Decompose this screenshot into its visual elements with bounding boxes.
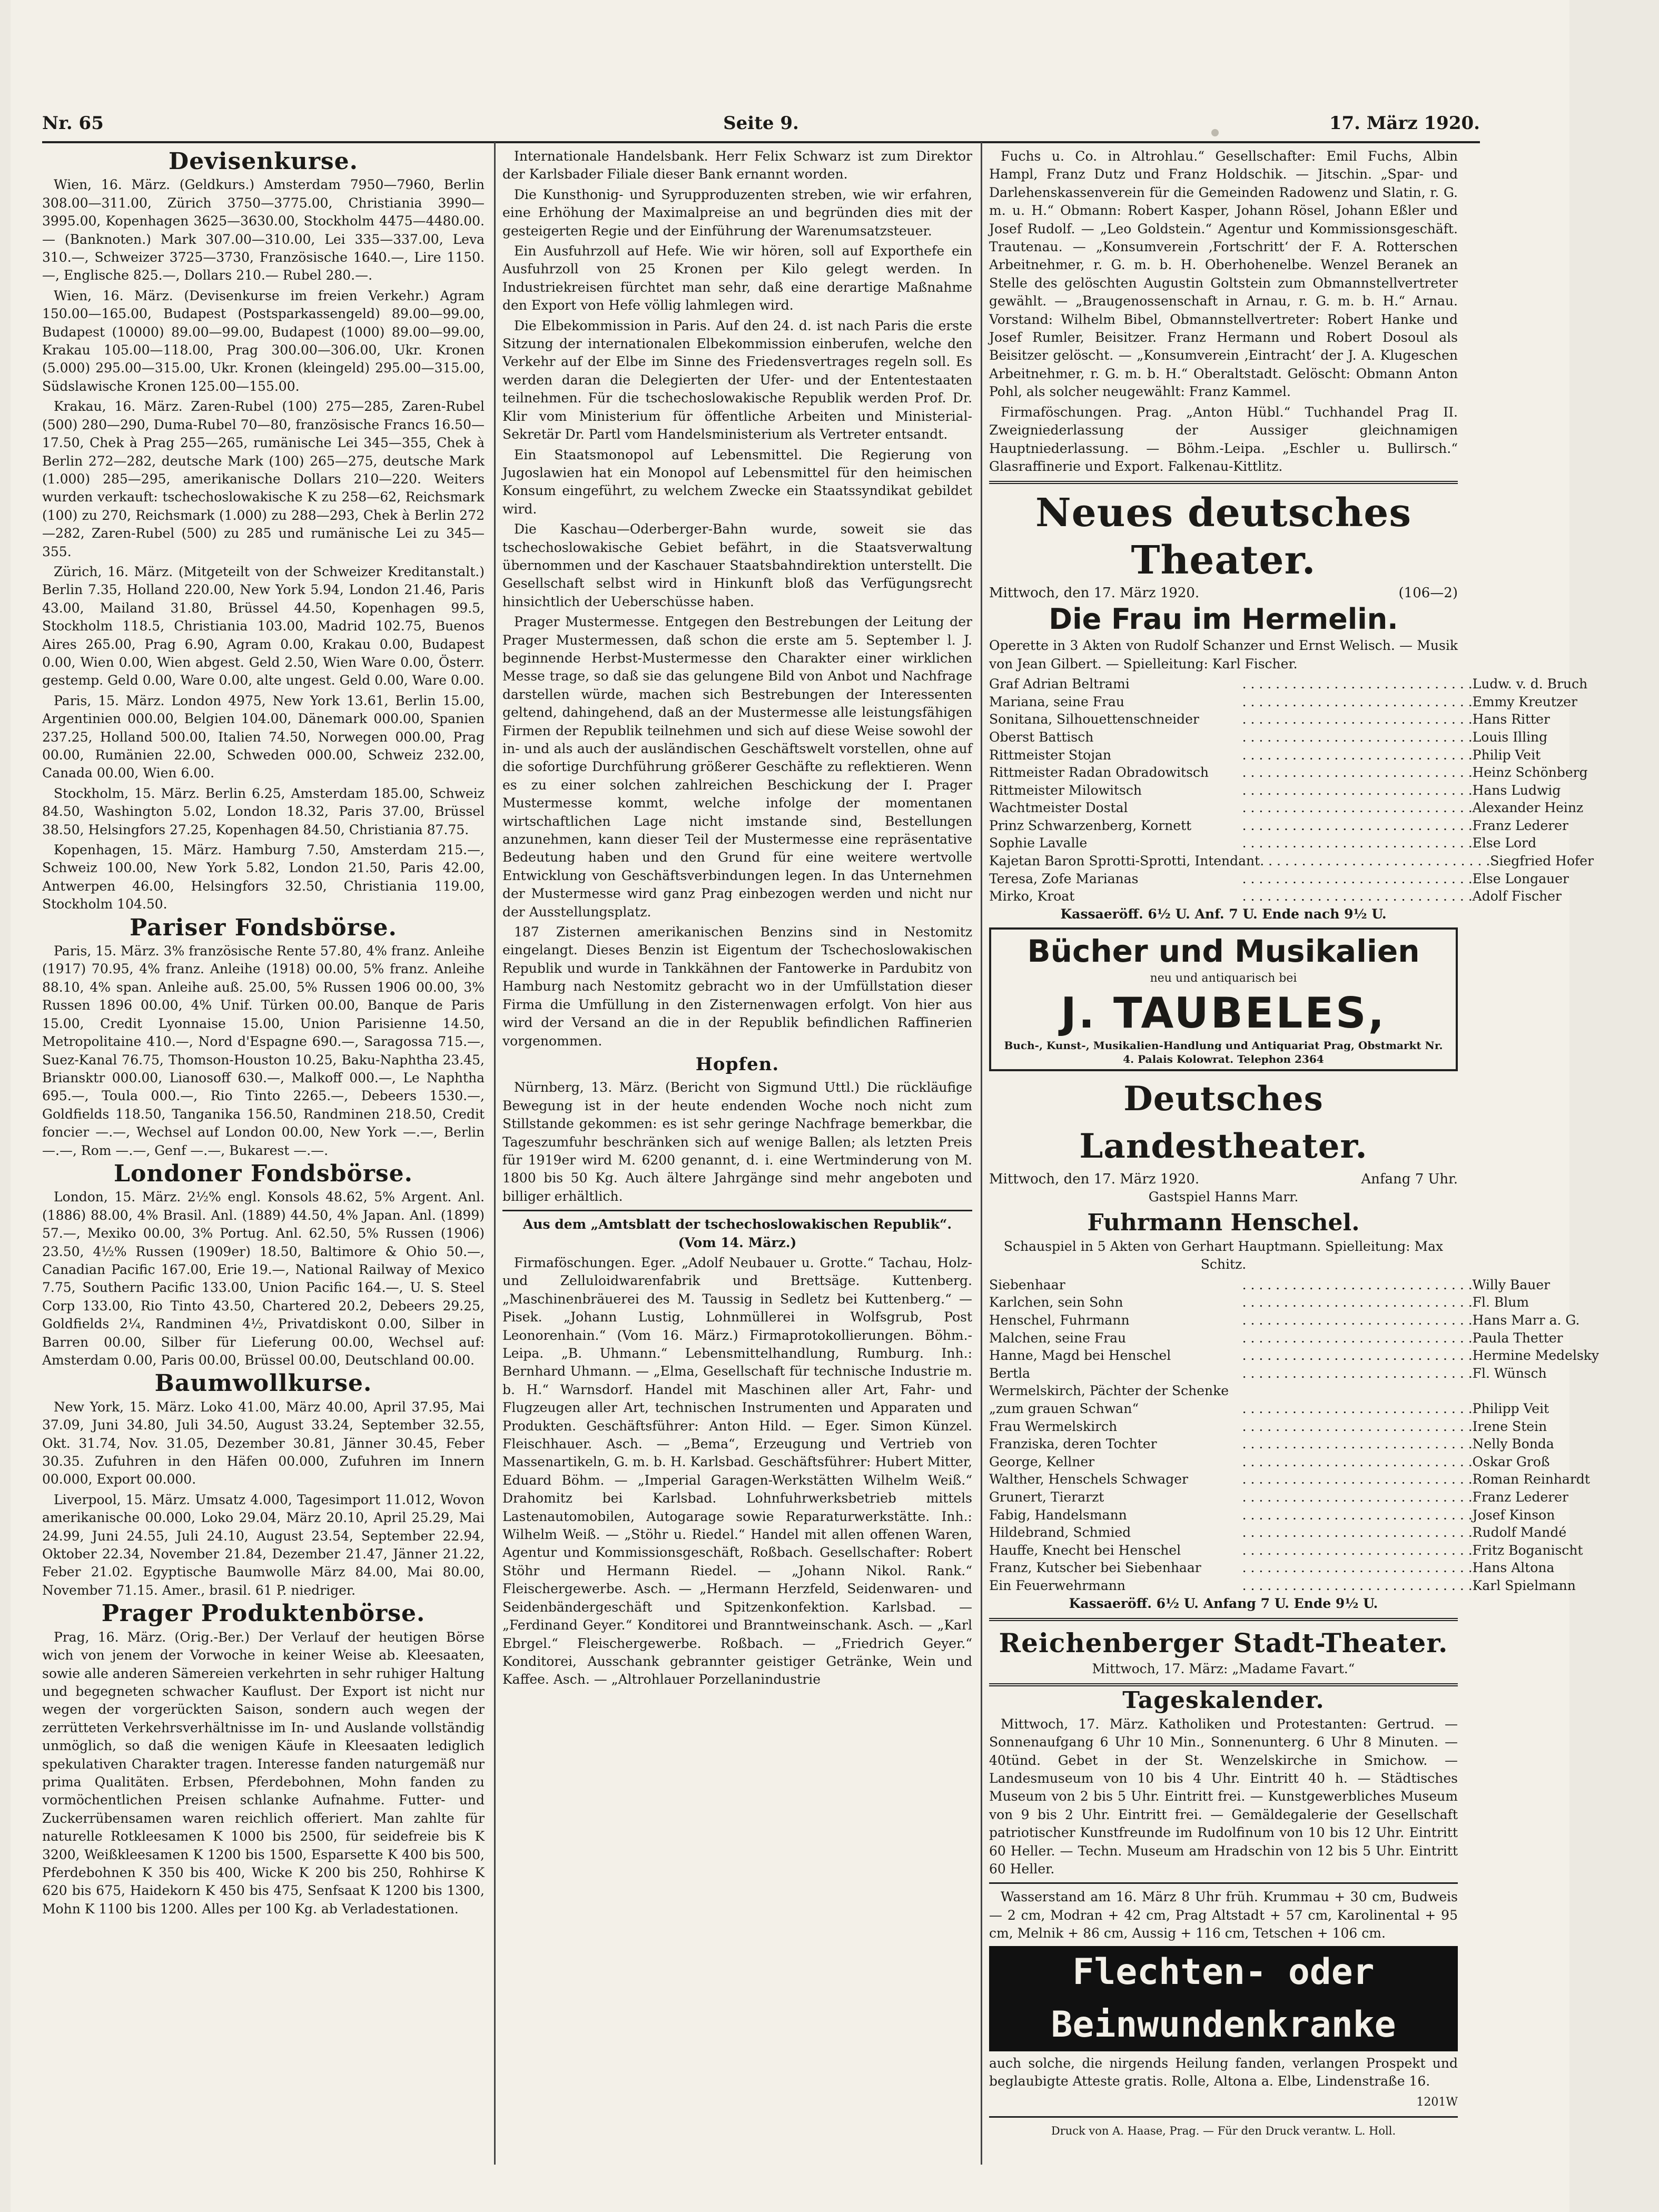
cast-role: Sonitana, Silhouettenschneider (989, 712, 1199, 727)
section-title-prager: Prager Produktenbörse. (101, 1600, 426, 1627)
cast-actor: Philipp Veit (1472, 1401, 1549, 1417)
cast-role: Karlchen, sein Sohn (989, 1295, 1123, 1310)
theater-guest: Gastspiel Hanns Marr. (1148, 1189, 1299, 1204)
cast-actor: Rudolf Mandé (1472, 1525, 1567, 1540)
section-title-pariser: Pariser Fondsbörse. (130, 914, 397, 941)
cast-actor: Ludw. v. d. Bruch (1472, 676, 1588, 692)
section-title-tageskalender: Tageskalender. (1122, 1687, 1325, 1714)
cast-actor: Franz Lederer (1472, 1489, 1568, 1505)
page-number: Seite 9. (723, 113, 799, 134)
news-paragraph: Die Kaschau—Oderberger-Bahn wurde, soweit sie das tschechoslowakische Gebiet befährt, in die Staatsverwaltung übernommen und der Kaschauer Staatsbahndirektion unterstellt. Die Gesellschaft selbst wird in Hinkunft bloß das Verfügungsrecht hinsichtlich der Ueberschüsse haben. (502, 521, 972, 609)
cast-leader-dots: . . . . . . . . . . . . . . . . . . . . . . . . . . . . (1242, 800, 1473, 816)
ad-rule (989, 1683, 1458, 1686)
baumwoll-paragraph: Liverpool, 15. März. Umsatz 4.000, Tagesimport 11.012, Wovon amerikanische 00.000, Loko 29.04, März 20.10, April 25.29, Mai 24.99, Juni 24.55, Juli 24.10, August 23.54, September 22.94, Oktober 22.34, November 21.84, Dezember 21.47, Jänner 21.22, Feber 21.02. Egyptische Baumwolle März 84.00, Mai 80.00, November 71.15. Amer., brasil. 61 P. niedriger. (42, 1492, 485, 1598)
cast-row (989, 746, 1541, 764)
register-paragraph: Fuchs u. Co. in Altrohlau.“ Gesellschafter: Emil Fuchs, Albin Hampl, Franz Dutz und Franz Holdschik. — Jitschin. „Spar- und Darlehenskassenverein für die Gemeinden Radowenz und Slatin, r. G. m. u. H.“ Obmann: Robert Kasper, Johann Rösel, Johann Eßler und Josef Rudolf. — „Leo Goldstein.“ Agentur und Kommissionsgeschäft. Trautenau. — „Konsumverein ‚Fortschritt‘ der F. A. Rotterschen Arbeitnehmer, r. G. m. b. H. Oberhohenelbe. Wenzel Beranek an Stelle des gelöschten Augustin Goltstein zum Obmannstellvertreter gewählt. — „Braugenossenschaft in Arnau, r. G. m. b. H.“ Arnau. Vorstand: Wilhelm Bibel, Obmannstellvertreter: Robert Hanke und Josef Rumler, Beisitzer. Franz Hermann und Robert Dosoul als Beisitzer gelöscht. — „Konsumverein ‚Eintracht‘ der J. A. Klugeschen Arbeitnehmer, r. G. m. b. H.“ Oberaltstadt. Gelöscht: Obmann Anton Pohl, als solcher neugewählt: Franz Kammel. (989, 149, 1458, 400)
cast-row (989, 1382, 1458, 1400)
cast-leader-dots: . . . . . . . . . . . . . . . . . . . . . . . . . . . . (1260, 853, 1490, 869)
ad-address: Buch-, Kunst-, Musikalien-Handlung und Antiquariat Prag, Obstmarkt Nr. 4. Palais Kolowrat. Telephon 2364 (1004, 1039, 1443, 1065)
wasserstand-paragraph: Wasserstand am 16. März 8 Uhr früh. Krummau + 30 cm, Budweis — 2 cm, Modran + 42 cm, Prag Altstadt + 57 cm, Karolinental + 95 cm, Melnik + 86 cm, Aussig + 116 cm, Tetschen + 106 cm. (989, 1889, 1458, 1941)
cast-leader-dots: . . . . . . . . . . . . . . . . . . . . . . . . . . . . (1242, 1295, 1473, 1310)
cast-leader-dots: . . . . . . . . . . . . . . . . . . . . . . . . . . . . (1242, 1542, 1473, 1558)
cast-row (989, 1435, 1554, 1453)
londoner-paragraph: London, 15. März. 2½% engl. Konsols 48.62, 5% Argent. Anl. (1886) 88.00, 4% Brasil. Anl. (1889) 44.50, 4% Japan. Anl. (1899) 57.—, Mexiko 00.00, 3% Portug. Anl. 62.50, 5% Russen (1906) 23.50, 4½% Russen (1909er) 18.50, Baltimore & Ohio 50.—, Canadian Pacific 167.00, Erie 19.—, National Railway of Mexico 7.75, Southern Pacific 133.00, Union Pacific 164.—, U. S. Steel Corp 133.00, Rio Tinto 43.50, Chartered 20.2, Debeers 29.25, Goldfields 2¼, Randminen 4½, Privatdiskont 0.00, Silber in Barren 00.00, Silber für Lieferung 00.00, Wechsel auf: Amsterdam 0.00, Paris 00.00, Brüssel 00.00, Deutschland 00.00. (42, 1189, 485, 1368)
section-rule (989, 1882, 1458, 1884)
cast-role: Ein Feuerwehrmann (989, 1577, 1125, 1593)
news-paragraph: 187 Zisternen amerikanischen Benzins sind in Nestomitz eingelangt. Dieses Benzin ist Eigentum der Tschechoslowakischen Republik und wurde in Tankkähnen der Fantowerke in Pardubitz von Hamburg nach Nestomitz gebracht wo in der Umfüllstation dieser Firma die Umfüllung in den Zisternenwagen erfolgt. Von hier aus wird der Versand an die in der Republik befindlichen Raffinerien vorgenommen. (502, 924, 972, 1049)
theater-footer: Kassaeröff. 6½ U. Anfang 7 U. Ende 9½ U. (1069, 1595, 1378, 1611)
devisen-paragraph: Krakau, 16. März. Zaren-Rubel (100) 275—285, Zaren-Rubel (500) 280—290, Duma-Rubel 70—80, französische Francs 16.50—17.50, Chek à Prag 255—265, rumänische Lei 345—355, Chek à Berlin 272—282, deutsche Mark (100) 265—275, deutsche Mark (1.000) 285—295, amerikanische Dollars 210—220. Weiters wurden verkauft: tschechoslowakische K zu 258—62, Reichsmark (100) zu 270, Reichsmark (1.000) zu 288—293, Chek à Berlin 272—282, Zaren-Rubel (500) zu 285 und rumänische Lei zu 345—355. (42, 399, 485, 559)
cast-leader-dots: . . . . . . . . . . . . . . . . . . . . . . . . . . . . (1242, 765, 1473, 781)
prager-paragraph: Prag, 16. März. (Orig.-Ber.) Der Verlauf der heutigen Börse wich von jenem der Vorwoche in keiner Weise ab. Kleesaaten, sowie alle anderen Sämereien verkehrten in sehr ruhiger Haltung und begegneten schwacher Kauflust. Der Export ist nicht nur wegen der vorgerückten Saison, sondern auch wegen der zerrütteten Verkehrsverhältnisse im In- und Auslande vollständig unmöglich, so daß die wenigen Käufe in Kleesaaten lediglich spekulativen Charakter tragen. Interesse fanden naturgemäß nur prima Qualitäten. Erbsen, Pferdebohnen, Mohn fanden zu vormöchentlichen Preisen schlanke Aufnahme. Futter- und Zuckerrübensamen waren reichlich offeriert. Man zahlte für naturelle Rotkleesamen K 1000 bis 2500, für seidefreie bis K 3200, Weißkleesamen K 1200 bis 1500, Esparsette K 400 bis 500, Pferdebohnen K 350 bis 400, Wicke K 200 bis 250, Rohhirse K 620 bis 675, Haidekorn K 450 bis 475, Senfsaat K 1200 bis 1300, Mohn K 1100 bis 1200. Alles per 100 Kg. ab Verladestationen. (42, 1629, 485, 1917)
news-paragraph: Die Elbekommission in Paris. Auf den 24. d. ist nach Paris die erste Sitzung der internationalen Elbekommission einberufen, welche den Verkehr auf der Elbe im Sinne des Friedensvertrages regeln soll. Es werden daran die Delegierten der Ufer- und der Ententestaaten teilnehmen. Für die tschechoslowakische Republik werden Prof. Dr. Klir vom Ministerium für öffentliche Arbeiten und Ministerial-Sekretär Dr. Partl vom Handelsministerium als Vertreter entsandt. (502, 318, 972, 442)
cast-actor: Karl Spielmann (1472, 1577, 1576, 1593)
theater-date: Mittwoch, den 17. März 1920. (989, 585, 1200, 601)
cast-leader-dots: . . . . . . . . . . . . . . . . . . . . . . . . . . . . (1242, 1418, 1473, 1434)
cast-actor: Willy Bauer (1472, 1277, 1551, 1292)
column-2 (502, 147, 972, 2154)
cast-actor: Nelly Bonda (1472, 1436, 1554, 1452)
cast-actor: Else Lord (1472, 835, 1537, 851)
cast-row (989, 1453, 1550, 1471)
cast-row (989, 799, 1584, 817)
cast-role: Hildebrand, Schmied (989, 1525, 1131, 1540)
cast-actor: Oskar Groß (1472, 1454, 1550, 1469)
cast-leader-dots: . . . . . . . . . . . . . . . . . . . . . . . . . . . . (1242, 1577, 1473, 1593)
section-title-londoner: Londoner Fondsbörse. (114, 1160, 413, 1187)
cast-role: Rittmeister Radan Obradowitsch (989, 765, 1209, 781)
section-rule (989, 2116, 1458, 2118)
cast-leader-dots: . . . . . . . . . . . . . . . . . . . . . . . . . . . . (1242, 1348, 1473, 1364)
cast-role: Wachtmeister Dostal (989, 800, 1128, 816)
cast-row (989, 764, 1588, 782)
cast-actor: Irene Stein (1472, 1418, 1547, 1434)
cast-actor: Hermine Medelsky (1472, 1348, 1599, 1364)
cast-role: Franziska, deren Tochter (989, 1436, 1157, 1452)
cast-row (989, 1311, 1580, 1329)
cast-row (989, 675, 1588, 693)
cast-row (989, 870, 1569, 888)
cast-row (989, 1488, 1568, 1506)
ad-deutsches-landestheater (989, 1075, 1599, 1613)
cast-row (989, 887, 1562, 905)
cast-row (989, 1347, 1599, 1365)
register-paragraph: Firmaföschungen. Prag. „Anton Hübl.“ Tuchhandel Prag II. Zweigniederlassung der Aussiger gleichnamigen Hauptniederlassung. — Böhm.-Leipa. „Eschler u. Bullirsch.“ Glasraffinerie und Export. Falkenau-Kittlitz. (989, 404, 1458, 474)
cast-actor: Adolf Fischer (1472, 888, 1562, 904)
cast-role: Malchen, seine Frau (989, 1330, 1127, 1346)
cast-role: Siebenhaar (989, 1277, 1065, 1292)
ad-neues-deutsches-theater (989, 489, 1594, 923)
theater-footer: Kassaeröff. 6½ U. Anf. 7 U. Ende nach 9½ U. (1060, 906, 1387, 922)
cast-leader-dots: . . . . . . . . . . . . . . . . . . . . . . . . . . . . (1242, 1277, 1473, 1292)
play-title: Die Frau im Hermelin. (1049, 603, 1398, 636)
ad-subtitle: neu und antiquarisch bei (1150, 972, 1297, 985)
cast-actor: Hans Ritter (1472, 712, 1550, 727)
cast-leader-dots: . . . . . . . . . . . . . . . . . . . . . . . . . . . . (1242, 1507, 1473, 1523)
cast-actor: Fritz Boganischt (1472, 1542, 1583, 1558)
news-paragraph: Ein Ausfuhrzoll auf Hefe. Wie wir hören, soll auf Exporthefe ein Ausfuhrzoll von 25 Kronen per Kilo gelegt werden. In Industriekreisen fürchtet man sehr, daß eine derartige Maßnahme den Export von Hefe völlig lahmlegen wird. (502, 243, 972, 313)
play-description: Schauspiel in 5 Akten von Gerhart Hauptmann. Spielleitung: Max Schitz. (1003, 1239, 1444, 1272)
cast-actor: Else Longauer (1472, 871, 1569, 886)
cast-leader-dots: . . . . . . . . . . . . . . . . . . . . . . . . . . . . (1242, 1330, 1473, 1346)
cast-actor: Roman Reinhardt (1472, 1472, 1590, 1487)
cast-role: Bertla (989, 1365, 1031, 1381)
cast-role: Henschel, Fuhrmann (989, 1312, 1130, 1328)
imprint: Druck von A. Haase, Prag. — Für den Druck verantw. L. Holl. (1051, 2124, 1396, 2137)
cast-row (989, 1329, 1563, 1347)
cast-role: Franz, Kutscher bei Siebenhaar (989, 1560, 1201, 1576)
cast-role: „zum grauen Schwan“ (989, 1401, 1139, 1417)
cast-row (989, 693, 1577, 711)
ad-flechten-title: Flechten- oder Beinwundenkranke (989, 1946, 1458, 2051)
theater-dateline (989, 1170, 1458, 1188)
cast-leader-dots (1242, 1382, 1289, 1400)
theater-line: Mittwoch, 17. März: „Madame Favart.“ (1092, 1661, 1355, 1676)
cast-row (989, 834, 1537, 852)
cast-leader-dots: . . . . . . . . . . . . . . . . . . . . . . . . . . . . (1242, 835, 1473, 851)
cast-list (989, 1276, 1599, 1595)
cast-leader-dots: . . . . . . . . . . . . . . . . . . . . . . . . . . . . (1242, 747, 1473, 763)
cast-actor: Josef Kinson (1472, 1507, 1555, 1523)
news-paragraph: Prager Mustermesse. Entgegen den Bestrebungen der Leitung der Prager Mustermessen, daß schon die erste am 5. September l. J. beginnende Herbst-Mustermesse den Charakter einer wirklichen Messe trage, so daß sie das gelungene Bild von Anbot und Nachfrage darstellen würde, machen sich Bestrebungen der Interessenten geltend, dahingehend, daß an der Mustermesse alle leistungsfähigen Firmen der Republik teilnehmen und sich auf diese Weise sowohl der in- und als auch der ausländischen Geschäftswelt vorstellen, ohne auf die sofortige Durchführung größerer Geschäfte zu reflektieren. Wenn es zu einer solchen zahlreichen Beschickung der I. Prager Mustermesse kommt, welche infolge der momentanen wirtschaftlichen Lage nicht imstande sind, Bestellungen anzunehmen, kann dieser Teil der Mustermesse eine repräsentative Bedeutung haben und den Grund für eine weitere wertvolle Entwicklung von Geschäftsverbindungen legen. In das Unternehmen der Mustermesse wird ganz Prag einbezogen werden und nicht nur der Ausstellungsplatz. (502, 614, 972, 920)
column-1 (42, 147, 485, 2154)
ad-flechten-text: auch solche, die nirgends Heilung fanden, verlangen Prospekt und beglaubigte Atteste gratis. Rolle, Altona a. Elbe, Lindenstraße 16. (989, 2055, 1458, 2089)
cast-row (989, 1418, 1547, 1436)
cast-row (989, 1559, 1555, 1577)
devisen-paragraph: Kopenhagen, 15. März. Hamburg 7.50, Amsterdam 215.—, Schweiz 100.00, New York 5.82, London 21.50, Paris 42.00, Antwerpen 46.00, Helsingfors 32.50, Christiania 119.00, Stockholm 104.50. (42, 842, 485, 912)
cast-actor: Fl. Wünsch (1472, 1365, 1547, 1381)
ad-taubeles (989, 927, 1458, 1071)
cast-actor: Hans Altona (1472, 1560, 1555, 1576)
cast-leader-dots: . . . . . . . . . . . . . . . . . . . . . . . . . . . . (1242, 1436, 1473, 1452)
tageskalender (989, 1687, 1458, 1878)
page-header (42, 105, 1480, 139)
theater-number: (106—2) (1398, 585, 1458, 601)
cast-leader-dots: . . . . . . . . . . . . . . . . . . . . . . . . . . . . (1242, 1365, 1473, 1381)
ad-reichenberger-theater (989, 1626, 1458, 1678)
cast-row (989, 1293, 1529, 1311)
theater-title: Neues deutsches Theater. (1035, 490, 1412, 584)
cast-list (989, 675, 1594, 905)
cast-leader-dots: . . . . . . . . . . . . . . . . . . . . . . . . . . . . (1242, 1525, 1473, 1540)
cast-leader-dots: . . . . . . . . . . . . . . . . . . . . . . . . . . . . (1242, 888, 1473, 904)
devisen-paragraph: Paris, 15. März. London 4975, New York 13.61, Berlin 15.00, Argentinien 000.00, Belgien 104.00, Dänemark 000.00, Spanien 237.25, Holland 500.00, Italien 74.50, Norwegen 000.00, Prag 00.00, Rumänien 22.00, Schweden 000.00, Schweiz 232.00, Canada 00.00, Wien 6.00. (42, 693, 485, 781)
cast-role: Walther, Henschels Schwager (989, 1472, 1188, 1487)
cast-leader-dots: . . . . . . . . . . . . . . . . . . . . . . . . . . . . (1242, 1312, 1473, 1328)
cast-row (989, 1506, 1555, 1524)
cast-actor: Heinz Schönberg (1472, 765, 1588, 781)
cast-actor: Fl. Blum (1472, 1295, 1529, 1310)
ad-shop-name: J. TAUBELES, (1060, 988, 1387, 1038)
hopfen-paragraph: Nürnberg, 13. März. (Bericht von Sigmund Uttl.) Die rückläufige Bewegung ist in der heute endenden Woche noch nicht zum Stillstande gekommen: es ist sehr geringe Nachfrage bemerkbar, die Tageszumfuhr beschränken sich auf wenige Ballen; als letzten Preis für 1919er wird M. 6200 genannt, d. i. eine Wertminderung von M. 1800 bis 50 Kg. Auch ältere Jahrgänge sind mehr angeboten und billiger erhältlich. (502, 1080, 972, 1204)
play-title: Fuhrmann Henschel. (1087, 1209, 1360, 1237)
pariser-paragraph: Paris, 15. März. 3% französische Rente 57.80, 4% franz. Anleihe (1917) 70.95, 4% franz. Anleihe (1918) 00.00, 5% franz. Anleihe 88.10, 4% span. Anleihe auß. 25.00, 5% Russen 1906 00.00, 3% Russen 1896 00.00, 4% Unif. Türken 00.00, Banque de Paris 15.00, Credit Lyonnaise 15.00, Union Parisienne 14.50, Metropolitaine 410.—, Nord d'Espagne 690.—, Saragossa 715.—, Suez-Kanal 76.75, Thomson-Houston 10.25, Baku-Naphtha 23.45, Briansktr 000.00, Lianosoff 630.—, Malkoff 000.—, Le Naphtha 695.—, Toula 000.—, Rio Tinto 2265.—, Debeers 1530.—, Goldfields 118.50, Tanganika 156.50, Randminen 218.50, Credit foncier —.—, Wechsel auf London 00.00, New York —.—, Berlin —.—, Rom —.—, Genf —.—, Bukarest —.—. (42, 943, 485, 1158)
cast-row (989, 852, 1594, 870)
cast-row (989, 817, 1568, 835)
cast-actor: Alexander Heinz (1472, 800, 1584, 816)
cast-leader-dots: . . . . . . . . . . . . . . . . . . . . . . . . . . . . (1242, 1560, 1473, 1576)
header-rule (42, 141, 1480, 143)
devisen-paragraph: Stockholm, 15. März. Berlin 6.25, Amsterdam 185.00, Schweiz 84.50, Washington 5.02, London 18.32, Paris 37.00, Brüssel 38.50, Helsingfors 27.25, Kopenhagen 84.50, Christiania 87.75. (42, 785, 485, 837)
cast-role: Sophie Lavalle (989, 835, 1088, 851)
column-divider (981, 142, 982, 2165)
cast-role: Hanne, Magd bei Henschel (989, 1348, 1171, 1364)
cast-leader-dots: . . . . . . . . . . . . . . . . . . . . . . . . . . . . (1242, 694, 1473, 709)
cast-actor: Hans Marr a. G. (1472, 1312, 1580, 1328)
cast-leader-dots: . . . . . . . . . . . . . . . . . . . . . . . . . . . . (1242, 1401, 1473, 1417)
cast-row (989, 1365, 1547, 1382)
cast-leader-dots: . . . . . . . . . . . . . . . . . . . . . . . . . . . . (1242, 1454, 1473, 1469)
cast-role: Mariana, seine Frau (989, 694, 1125, 709)
news-paragraph: Die Kunsthonig- und Syrupproduzenten streben, wie wir erfahren, eine Erhöhung der Maximalpreise an und begründen dies mit der gesteigerten Regie und der Einführung der Warenumsatzsteuer. (502, 186, 972, 239)
ink-stain (1211, 129, 1219, 136)
tageskalender-paragraph: Mittwoch, 17. März. Katholiken und Protestanten: Gertrud. — Sonnenaufgang 6 Uhr 10 Min., Sonnenunterg. 6 Uhr 8 Minuten. — 40tünd. Gebet in der St. Wenzelskirche in Smichow. — Landesmuseum von 10 bis 4 Uhr. Eintritt 40 h. — Städtisches Museum von 2 bis 5 Uhr. Eintritt frei. — Kunstgewerbliches Museum von 9 bis 2 Uhr. Eintritt frei. — Gemäldegalerie der Gesellschaft patriotischer Kunstfreunde im Rudolfinum von 10 bis 12 Uhr. Eintritt 60 Heller. — Techn. Museum am Hradschin von 12 bis 5 Uhr. Eintritt 60 Heller. (989, 1716, 1458, 1877)
section-title-devisen: Devisenkurse. (169, 148, 358, 175)
cast-leader-dots: . . . . . . . . . . . . . . . . . . . . . . . . . . . . (1242, 1472, 1473, 1487)
cast-role: Grunert, Tierarzt (989, 1489, 1104, 1505)
issue-number: Nr. 65 (42, 113, 104, 134)
cast-row (989, 1276, 1551, 1294)
cast-row (989, 728, 1548, 746)
section-title-hopfen: Hopfen. (695, 1053, 779, 1075)
cast-row (989, 1542, 1583, 1559)
section-title-baumwoll: Baumwollkurse. (154, 1370, 372, 1397)
cast-leader-dots: . . . . . . . . . . . . . . . . . . . . . . . . . . . . (1242, 712, 1473, 727)
cast-row (989, 1400, 1549, 1418)
theater-title: Deutsches Landestheater. (1079, 1079, 1368, 1166)
cast-actor: Philip Veit (1472, 747, 1541, 763)
section-title-amtsblatt: Aus dem „Amtsblatt der tschechoslowakischen Republik“. (Vom 14. März.) (522, 1217, 952, 1250)
cast-actor: Emmy Kreutzer (1472, 694, 1577, 709)
cast-row (989, 782, 1561, 799)
cast-actor: Louis Illing (1472, 729, 1548, 745)
theater-time: Anfang 7 Uhr. (1361, 1171, 1458, 1187)
news-paragraph: Internationale Handelsbank. Herr Felix Schwarz ist zum Direktor der Karlsbader Filiale dieser Bank ernannt worden. (502, 149, 972, 182)
cast-role: Graf Adrian Beltrami (989, 676, 1130, 692)
cast-role: Rittmeister Milowitsch (989, 782, 1142, 798)
cast-leader-dots: . . . . . . . . . . . . . . . . . . . . . . . . . . . . (1242, 817, 1473, 833)
cast-role: George, Kellner (989, 1454, 1095, 1469)
column-divider (494, 142, 496, 2165)
cast-actor: Hans Ludwig (1472, 782, 1561, 798)
ad-title: Bücher und Musikalien (1027, 933, 1420, 970)
cast-actor: Siegfried Hofer (1490, 853, 1594, 869)
cast-leader-dots: . . . . . . . . . . . . . . . . . . . . . . . . . . . . (1242, 871, 1473, 886)
cast-role: Frau Wermelskirch (989, 1418, 1118, 1434)
devisen-paragraph: Wien, 16. März. (Devisenkurse im freien Verkehr.) Agram 150.00—165.00, Budapest (Postsparkassengeld) 89.00—99.00, Budapest (10000) 89.00—99.00, Budapest (1000) 89.00—99.00, Krakau 105.00—118.00, Prag 300.00—306.00, Ukr. Kronen (5.000) 295.00—315.00, Ukr. Kronen (kleingeld) 295.00—315.00, Südslawische Kronen 125.00—155.00. (42, 288, 485, 394)
column-3 (989, 147, 1599, 2154)
theater-title: Reichenberger Stadt-Theater. (999, 1627, 1448, 1658)
baumwoll-paragraph: New York, 15. März. Loko 41.00, März 40.00, April 37.95, Mai 37.09, Juni 34.80, Juli 34.50, August 33.24, September 32.55, Okt. 31.74, Nov. 31.05, Dezember 30.81, Jänner 30.45, Feber 30.35. Zufuhren in den Häfen 00.000, Zufuhren im Innern 00.000, Export 00.000. (42, 1399, 485, 1487)
cast-role: Oberst Battisch (989, 729, 1094, 745)
cast-actor (1289, 1382, 1458, 1400)
ad-code: 1201W (1416, 2096, 1458, 2109)
cast-row (989, 1577, 1576, 1595)
cast-actor: Franz Lederer (1472, 817, 1568, 833)
newspaper-page (11, 0, 1599, 2212)
issue-date: 17. März 1920. (1329, 113, 1480, 134)
theater-dateline (989, 584, 1458, 602)
ad-rule (989, 1618, 1458, 1621)
amtsblatt-paragraph: Firmaföschungen. Eger. „Adolf Neubauer u. Grotte.“ Tachau, Holz- und Zelluloidwarenfabrik und Brettsäge. Kuttenberg. „Maschinenbräuerei des M. Taussig in Sedletz bei Kuttenberg.“ — Pisek. „Johann Lustig, Lohnmüllerei in Wolfsgrub, Post Leonorenhain.“ (Vom 16. März.) Firmaprotokollierungen. Böhm.-Leipa. „B. Uhmann.“ Lebensmittelhandlung, Rumburg. Inh.: Bernhard Uhmann. — „Elma, Gesellschaft für technische Industrie m. b. H.“ Warnsdorf. Handel mit Maschinen aller Art, Fahr- und Flugzeugen aller Art, technischen Instrumenten und Apparaten und Produkten. Geschäftsführer: Anton Hild. — Eger. Simon Künzel. Fleischhauer. Asch. — „Bema“, Erzeugung und Vertrieb von Massenartikeln, G. m. b. H. Karlsbad. Geschäftsführer: Hubert Mitter, Eduard Böhm. — „Imperial Garagen-Werkstätten Wilhelm Weiß.“ Drahomitz bei Karlsbad. Lohnfuhrwerksbetrieb mittels Lastenautomobilen, Autogarage sowie Reparaturwerkstätte. Inh.: Wilhelm Weiß. — „Stöhr u. Riedel.“ Handel mit allen offenen Waren, Agentur und Kommissionsgeschäft, Roßbach. Gesellschafter: Robert Stöhr und Hermann Riedel. — „Johann Nikol. Rank.“ Fleischergewerbe. Asch. — „Hermann Herzfeld, Seidenwaren- und Seidenbändergeschäft und Spitzenkonfektion. Karlsbad. — „Ferdinand Geyer.“ Konditorei und Branntweinschank. Asch. — „Karl Ebrgel.“ Fleischergewerbe. Roßbach. — „Friedrich Geyer.“ Konditorei, Ausschank gebrannter geistiger Getränke, Wein und Kaffee. Asch. — „Altrohlauer Porzellanindustrie (502, 1255, 972, 1687)
cast-role: Mirko, Kroat (989, 888, 1075, 904)
cast-role: Wermelskirch, Pächter der Schenke (989, 1383, 1229, 1399)
cast-role: Rittmeister Stojan (989, 747, 1111, 763)
ad-rule (989, 481, 1458, 484)
cast-leader-dots: . . . . . . . . . . . . . . . . . . . . . . . . . . . . (1242, 729, 1473, 745)
cast-row (989, 710, 1550, 728)
devisen-paragraph: Zürich, 16. März. (Mitgeteilt von der Schweizer Kreditanstalt.) Berlin 7.35, Holland 220.00, New York 5.94, London 21.46, Paris 43.00, Mailand 31.80, Brüssel 44.50, Kopenhagen 99.5, Stockholm 118.5, Christiania 103.00, Madrid 102.75, Buenos Aires 265.00, Prag 6.90, Agram 0.00, Krakau 0.00, Budapest 0.00, Wien 0.00, Wien abgest. Geld 2.50, Wien Ware 0.00, Österr. gestemp. Geld 0.00, Ware 0.00, alte ungest. Geld 0.00, Ware 0.00. (42, 564, 485, 688)
play-description: Operette in 3 Akten von Rudolf Schanzer und Ernst Welisch. — Musik von Jean Gilbert. — Spielleitung: Karl Fischer. (989, 638, 1458, 671)
cast-role: Kajetan Baron Sprotti-Sprotti, Intendant (989, 853, 1260, 869)
section-rule (502, 1210, 972, 1211)
devisen-paragraph: Wien, 16. März. (Geldkurs.) Amsterdam 7950—7960, Berlin 308.00—311.00, Zürich 3750—3775.00, Christiania 3990—3995.00, Kopenhagen 3625—3630.00, Stockholm 4475—4480.00. — (Banknoten.) Mark 307.00—310.00, Lei 335—337.00, Leva 310.—, Schweizer 3725—3730, Französische 1640.—, Lire 1150.—, Englische 825.—, Dollars 210.— Rubel 280.—. (42, 177, 485, 283)
cast-leader-dots: . . . . . . . . . . . . . . . . . . . . . . . . . . . . (1242, 1489, 1473, 1505)
cast-leader-dots: . . . . . . . . . . . . . . . . . . . . . . . . . . . . (1242, 676, 1473, 692)
cast-leader-dots: . . . . . . . . . . . . . . . . . . . . . . . . . . . . (1242, 782, 1473, 798)
cast-actor: Paula Thetter (1472, 1330, 1563, 1346)
cast-role: Prinz Schwarzenberg, Kornett (989, 817, 1192, 833)
news-paragraph: Ein Staatsmonopol auf Lebensmittel. Die Regierung von Jugoslawien hat ein Monopol auf Lebensmittel für den heimischen Konsum eingeführt, zu welchem Zwecke ein Staatssyndikat gebildet wird. (502, 447, 972, 517)
cast-row (989, 1470, 1590, 1488)
cast-row (989, 1524, 1567, 1542)
cast-role: Fabig, Handelsmann (989, 1507, 1127, 1523)
theater-date: Mittwoch, den 17. März 1920. (989, 1171, 1200, 1187)
cast-role: Hauffe, Knecht bei Henschel (989, 1542, 1181, 1558)
cast-role: Teresa, Zofe Marianas (989, 871, 1139, 886)
